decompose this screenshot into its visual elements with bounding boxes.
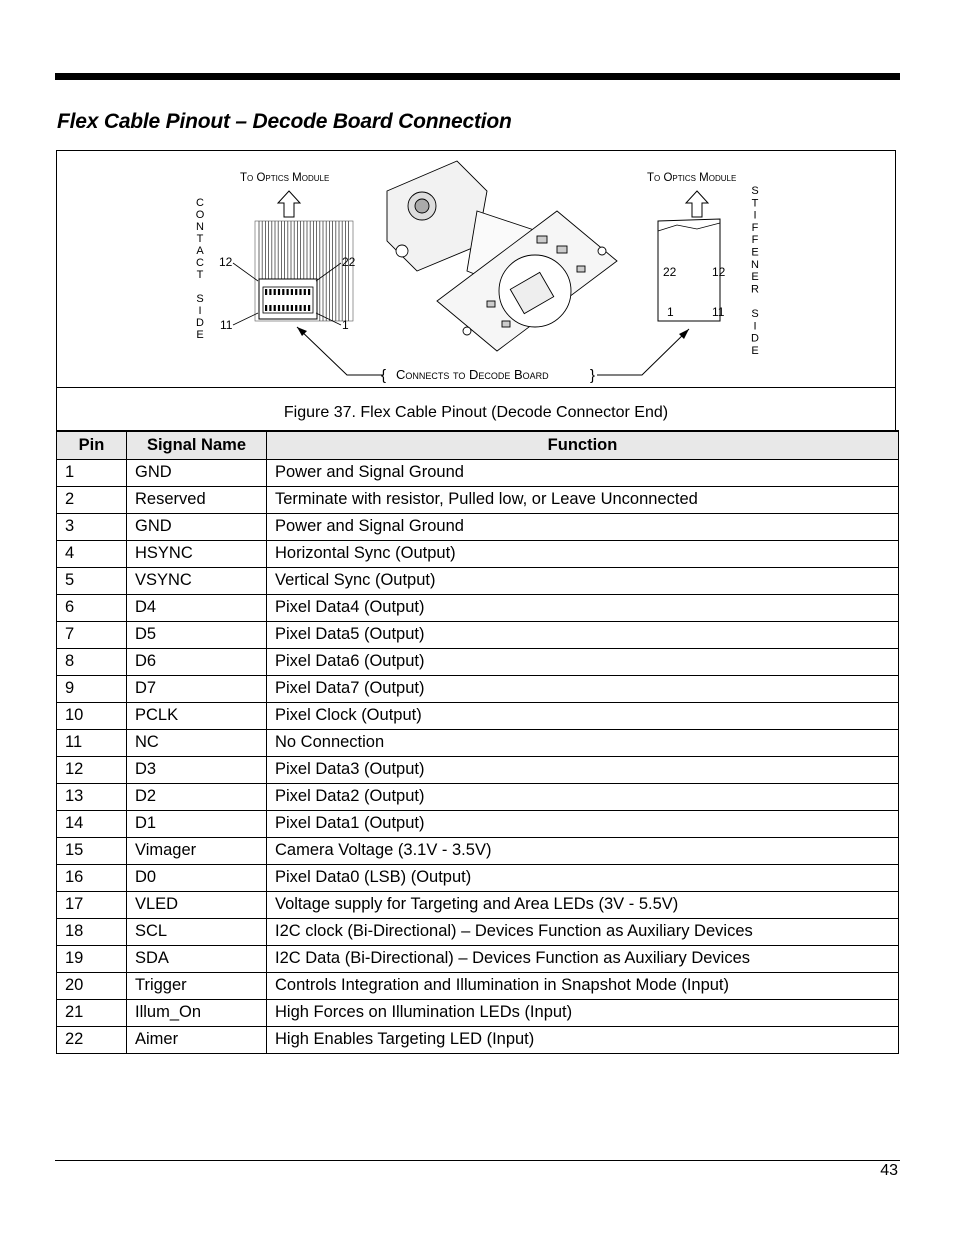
left-pointer-arrow xyxy=(297,327,383,375)
connector-pad xyxy=(299,305,301,311)
header-function: Function xyxy=(267,431,899,459)
table-row xyxy=(57,1026,899,1053)
right-heading: To Optics Module xyxy=(647,172,737,184)
connects-label: Connects to Decode Board xyxy=(396,367,549,382)
stiffener_side-letter: N xyxy=(751,258,759,271)
connector-pad xyxy=(269,305,271,311)
function-cell: High Enables Targeting LED (Input) xyxy=(267,1026,899,1053)
signal-name-cell: HSYNC xyxy=(127,540,267,567)
pin-cell: 12 xyxy=(57,756,127,783)
signal-name-cell: D1 xyxy=(127,810,267,837)
contact_side-letter: S xyxy=(196,293,204,305)
stiffener_side-letter: E xyxy=(751,246,759,259)
right-pin-top-left: 22 xyxy=(663,265,677,279)
contact_side-letter: T xyxy=(196,269,204,281)
left-pin-bottom-right: 1 xyxy=(342,318,349,332)
function-cell: Horizontal Sync (Output) xyxy=(267,540,899,567)
connector-pad xyxy=(308,305,310,311)
right-up-arrow-icon xyxy=(686,191,708,217)
pinout-table xyxy=(56,430,899,1054)
signal-name-cell: Vimager xyxy=(127,837,267,864)
connector-pad xyxy=(291,289,293,295)
connector-pad xyxy=(295,305,297,311)
decode-board-drawing xyxy=(387,161,617,351)
pin-cell: 6 xyxy=(57,594,127,621)
brace-left: { xyxy=(381,367,387,384)
function-cell: Pixel Data4 (Output) xyxy=(267,594,899,621)
connector-pad xyxy=(265,289,267,295)
contact_side-letter: O xyxy=(195,209,205,221)
stiffener_side-letter: S xyxy=(751,185,759,197)
function-cell: Camera Voltage (3.1V - 3.5V) xyxy=(267,837,899,864)
signal-name-cell: Aimer xyxy=(127,1026,267,1053)
table-row xyxy=(57,972,899,999)
right-pin-bottom-right: 11 xyxy=(712,305,725,319)
right-pointer-arrow xyxy=(597,329,689,375)
function-cell: Vertical Sync (Output) xyxy=(267,567,899,594)
signal-name-cell: PCLK xyxy=(127,702,267,729)
signal-name-cell: D6 xyxy=(127,648,267,675)
function-cell: Pixel Data2 (Output) xyxy=(267,783,899,810)
contact-side-label xyxy=(196,197,205,341)
table-row xyxy=(57,567,899,594)
table-row xyxy=(57,459,899,486)
header-pin: Pin xyxy=(57,431,127,459)
contact_side-letter: C xyxy=(196,197,204,209)
connector-pad xyxy=(282,305,284,311)
function-cell: Pixel Data6 (Output) xyxy=(267,648,899,675)
function-cell: Pixel Clock (Output) xyxy=(267,702,899,729)
function-cell: I2C Data (Bi-Directional) – Devices Function as Auxiliary Devices xyxy=(267,945,899,972)
top-rule xyxy=(55,73,900,80)
contact_side-letter: D xyxy=(196,317,204,329)
pin-cell: 10 xyxy=(57,702,127,729)
function-cell: Pixel Data3 (Output) xyxy=(267,756,899,783)
contact_side-letter: N xyxy=(196,221,204,233)
contact-side-cable-drawing xyxy=(233,221,353,325)
pin-cell: 14 xyxy=(57,810,127,837)
pin-cell: 7 xyxy=(57,621,127,648)
pin-cell: 3 xyxy=(57,513,127,540)
signal-name-cell: D5 xyxy=(127,621,267,648)
stiffener_side-letter: I xyxy=(753,320,757,333)
stiffener_side-letter: R xyxy=(751,283,759,296)
pin-cell: 9 xyxy=(57,675,127,702)
table-row xyxy=(57,648,899,675)
signal-name-cell: Illum_On xyxy=(127,999,267,1026)
pin-cell: 13 xyxy=(57,783,127,810)
table-row xyxy=(57,999,899,1026)
function-cell: Voltage supply for Targeting and Area LEDs (3V - 5.5V) xyxy=(267,891,899,918)
right-pin-bottom-left: 1 xyxy=(667,305,674,319)
signal-name-cell: D3 xyxy=(127,756,267,783)
connector-pad xyxy=(269,289,271,295)
stiffener_side-letter: D xyxy=(751,332,759,345)
left-heading: To Optics Module xyxy=(240,172,330,184)
table-row xyxy=(57,837,899,864)
function-cell: Pixel Data5 (Output) xyxy=(267,621,899,648)
brace-right: } xyxy=(590,367,596,384)
pin-cell: 16 xyxy=(57,864,127,891)
signal-name-cell: GND xyxy=(127,513,267,540)
table-row xyxy=(57,756,899,783)
signal-name-cell: D2 xyxy=(127,783,267,810)
stiffener_side-letter: I xyxy=(753,209,757,222)
pin-cell: 5 xyxy=(57,567,127,594)
signal-name-cell: Trigger xyxy=(127,972,267,999)
stiffener_side-letter: S xyxy=(751,308,759,320)
function-cell: Pixel Data7 (Output) xyxy=(267,675,899,702)
caption-divider xyxy=(57,387,895,388)
pin-cell: 20 xyxy=(57,972,127,999)
left-pin-top-left: 12 xyxy=(219,255,233,269)
contact_side-letter: I xyxy=(198,305,202,317)
signal-name-cell: NC xyxy=(127,729,267,756)
function-cell: Power and Signal Ground xyxy=(267,513,899,540)
signal-name-cell: D0 xyxy=(127,864,267,891)
stiffener_side-letter: F xyxy=(751,221,759,234)
connector-pad xyxy=(287,289,289,295)
pin-cell: 8 xyxy=(57,648,127,675)
pin-cell: 17 xyxy=(57,891,127,918)
signal-name-cell: D4 xyxy=(127,594,267,621)
function-cell: High Forces on Illumination LEDs (Input) xyxy=(267,999,899,1026)
stiffener_side-letter: E xyxy=(751,344,759,357)
table-row xyxy=(57,486,899,513)
table-row xyxy=(57,891,899,918)
connector-pad xyxy=(295,289,297,295)
table-row xyxy=(57,540,899,567)
signal-name-cell: SCL xyxy=(127,918,267,945)
bottom-rule xyxy=(55,1160,900,1161)
pin-cell: 22 xyxy=(57,1026,127,1053)
signal-name-cell: SDA xyxy=(127,945,267,972)
connector-pad xyxy=(265,305,267,311)
pin-cell: 2 xyxy=(57,486,127,513)
function-cell: I2C clock (Bi-Directional) – Devices Function as Auxiliary Devices xyxy=(267,918,899,945)
table-header-row xyxy=(57,431,899,459)
function-cell: Pixel Data0 (LSB) (Output) xyxy=(267,864,899,891)
signal-name-cell: VLED xyxy=(127,891,267,918)
table-row xyxy=(57,675,899,702)
pin-cell: 19 xyxy=(57,945,127,972)
connector-pad xyxy=(278,305,280,311)
stiffener_side-letter: T xyxy=(751,197,759,210)
left-up-arrow-icon xyxy=(278,191,300,217)
function-cell: Controls Integration and Illumination in Snapshot Mode (Input) xyxy=(267,972,899,999)
connector-pad xyxy=(278,289,280,295)
function-cell: No Connection xyxy=(267,729,899,756)
connector-pad xyxy=(299,289,301,295)
connector-pad xyxy=(304,289,306,295)
connector-pad xyxy=(287,305,289,311)
table-row xyxy=(57,729,899,756)
connector-pad xyxy=(304,305,306,311)
stiffener_side-letter: F xyxy=(751,234,759,247)
contact_side-letter: E xyxy=(196,329,204,341)
figure-box xyxy=(56,150,896,430)
flex-cable-diagram xyxy=(57,151,897,387)
connector-pad xyxy=(308,289,310,295)
table-row xyxy=(57,945,899,972)
connector-pad xyxy=(274,289,276,295)
figure-caption: Figure 37. Flex Cable Pinout (Decode Connector End) xyxy=(283,404,669,421)
table-row xyxy=(57,594,899,621)
table-row xyxy=(57,702,899,729)
contact_side-letter: T xyxy=(196,233,204,245)
contact_side-letter: C xyxy=(196,257,204,269)
page-number: 43 xyxy=(880,1162,898,1179)
table-row xyxy=(57,864,899,891)
left-pin-bottom-left: 11 xyxy=(220,318,233,332)
left-pin-top-right: 22 xyxy=(342,255,356,269)
table-row xyxy=(57,810,899,837)
table-row xyxy=(57,621,899,648)
function-cell: Terminate with resistor, Pulled low, or Leave Unconnected xyxy=(267,486,899,513)
pin-cell: 4 xyxy=(57,540,127,567)
connector-pad xyxy=(274,305,276,311)
connector-pad xyxy=(282,289,284,295)
pin-cell: 11 xyxy=(57,729,127,756)
function-cell: Power and Signal Ground xyxy=(267,459,899,486)
function-cell: Pixel Data1 (Output) xyxy=(267,810,899,837)
page-title: Flex Cable Pinout – Decode Board Connection xyxy=(57,110,512,133)
table-row xyxy=(57,513,899,540)
right-pin-top-right: 12 xyxy=(712,265,726,279)
pin-cell: 1 xyxy=(57,459,127,486)
stiffener-side-label xyxy=(751,185,759,357)
pin-cell: 21 xyxy=(57,999,127,1026)
contact_side-letter: A xyxy=(196,245,204,257)
stiffener_side-letter: E xyxy=(751,271,759,284)
pin-cell: 15 xyxy=(57,837,127,864)
table-row xyxy=(57,918,899,945)
signal-name-cell: Reserved xyxy=(127,486,267,513)
table-row xyxy=(57,783,899,810)
signal-name-cell: D7 xyxy=(127,675,267,702)
pin-cell: 18 xyxy=(57,918,127,945)
signal-name-cell: VSYNC xyxy=(127,567,267,594)
connector-pad xyxy=(291,305,293,311)
header-signal-name: Signal Name xyxy=(127,431,267,459)
signal-name-cell: GND xyxy=(127,459,267,486)
